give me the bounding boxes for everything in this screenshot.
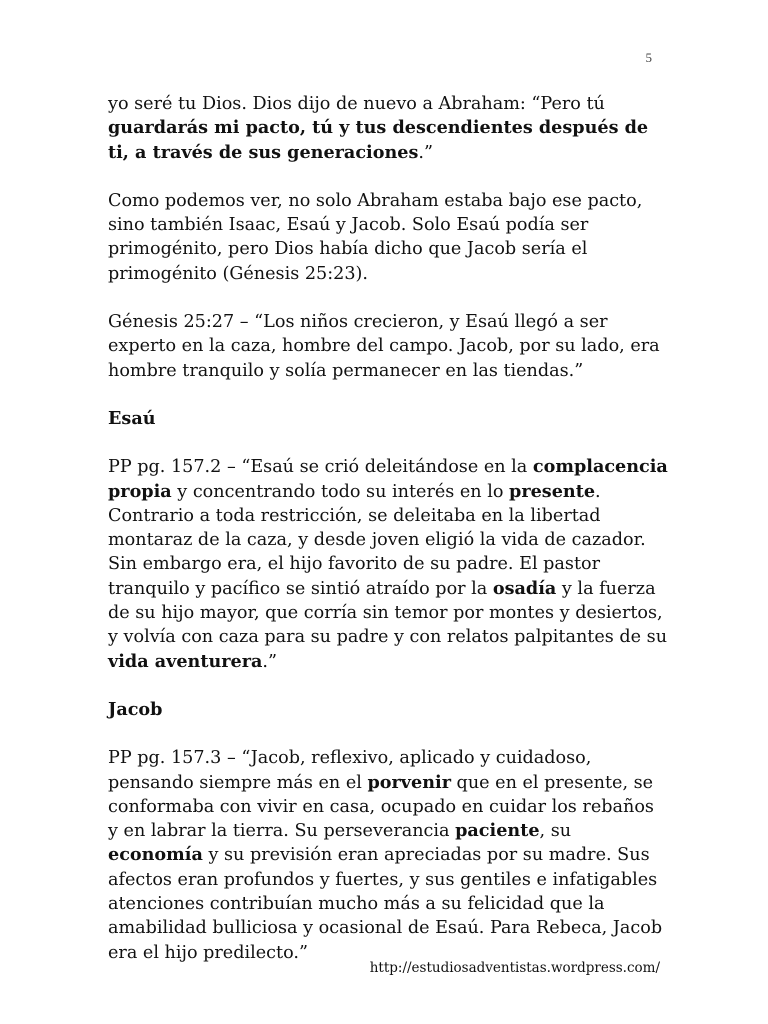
text-run: .”: [262, 651, 277, 672]
document-body: [108, 92, 668, 989]
bold-run: paciente: [455, 820, 540, 842]
text-run: . Contrario a toda restricción, se deleitaba en la libertad montaraz de la caza, y desde joven eligió la vida de cazador. Sin embargo era, el hijo favorito de su padre. El pastor tranquilo y pacífico se sintió atraído por la: [108, 481, 646, 599]
paragraph-esau-quote: [108, 455, 668, 674]
text-run: y la fuerza de su hijo mayor, que corría sin temor por montes y desiertos, y volvía con caza para su padre y con relatos palpitantes de su: [108, 578, 668, 648]
bold-run: porvenir: [367, 771, 451, 793]
bold-run: vida aventurera: [108, 650, 263, 672]
text-run: y concentrando todo su interés en lo: [171, 481, 510, 502]
paragraph-jacob-quote: [108, 746, 668, 965]
bold-run: osadía: [492, 577, 557, 599]
text-run: PP pg. 157.3 – “Jacob, reflexivo, aplicado y cuidadoso, pensando siempre más en el: [108, 748, 592, 793]
text-run: yo seré tu Dios. Dios dijo de nuevo a Abraham: “Pero tú: [108, 94, 605, 114]
heading-jacob: Jacob: [108, 698, 163, 720]
heading-esau: Esaú: [108, 407, 156, 429]
text-run: , su: [539, 821, 572, 842]
bold-run: guardarás mi pacto, tú y tus descendientes después de ti, a través de sus generaciones: [108, 117, 649, 163]
text-run: PP pg. 157.2 – “Esaú se crió deleitándose en la: [108, 457, 533, 478]
paragraph-covenant: [108, 92, 668, 165]
text-run: y su previsión eran apreciadas por su madre. Sus afectos eran profundos y fuertes, y sus gentiles e infatigables atenciones contribuían mucho más a su felicidad que la amabilidad bulliciosa y ocasional de Esaú. Para Rebeca, Jacob era el hijo predilecto.”: [108, 845, 663, 963]
paragraph-genesis-25-27: Génesis 25:27 – “Los niños crecieron, y Esaú llegó a ser experto en la caza, hombre del campo. Jacob, por su lado, era hombre tranquilo y solía permanecer en las tiendas.”: [108, 312, 660, 381]
bold-run: complacencia propia: [108, 456, 668, 502]
text-run: .”: [418, 142, 433, 163]
bold-run: presente: [509, 480, 596, 502]
page-number: 5: [645, 50, 652, 65]
footer-url-link[interactable]: http://estudiosadventistas.wordpress.com/: [369, 960, 660, 976]
text-run: que en el presente, se conformaba con vivir en casa, ocupado en cuidar los rebaños y en labrar la tierra. Su perseverancia: [108, 772, 654, 842]
bold-run: economía: [108, 844, 203, 866]
paragraph-firstborn: Como podemos ver, no solo Abraham estaba bajo ese pacto, sino también Isaac, Esaú y Jacob. Solo Esaú podía ser primogénito, pero Dios había dicho que Jacob sería el primogénito (Génesis 25:23).: [108, 190, 643, 284]
